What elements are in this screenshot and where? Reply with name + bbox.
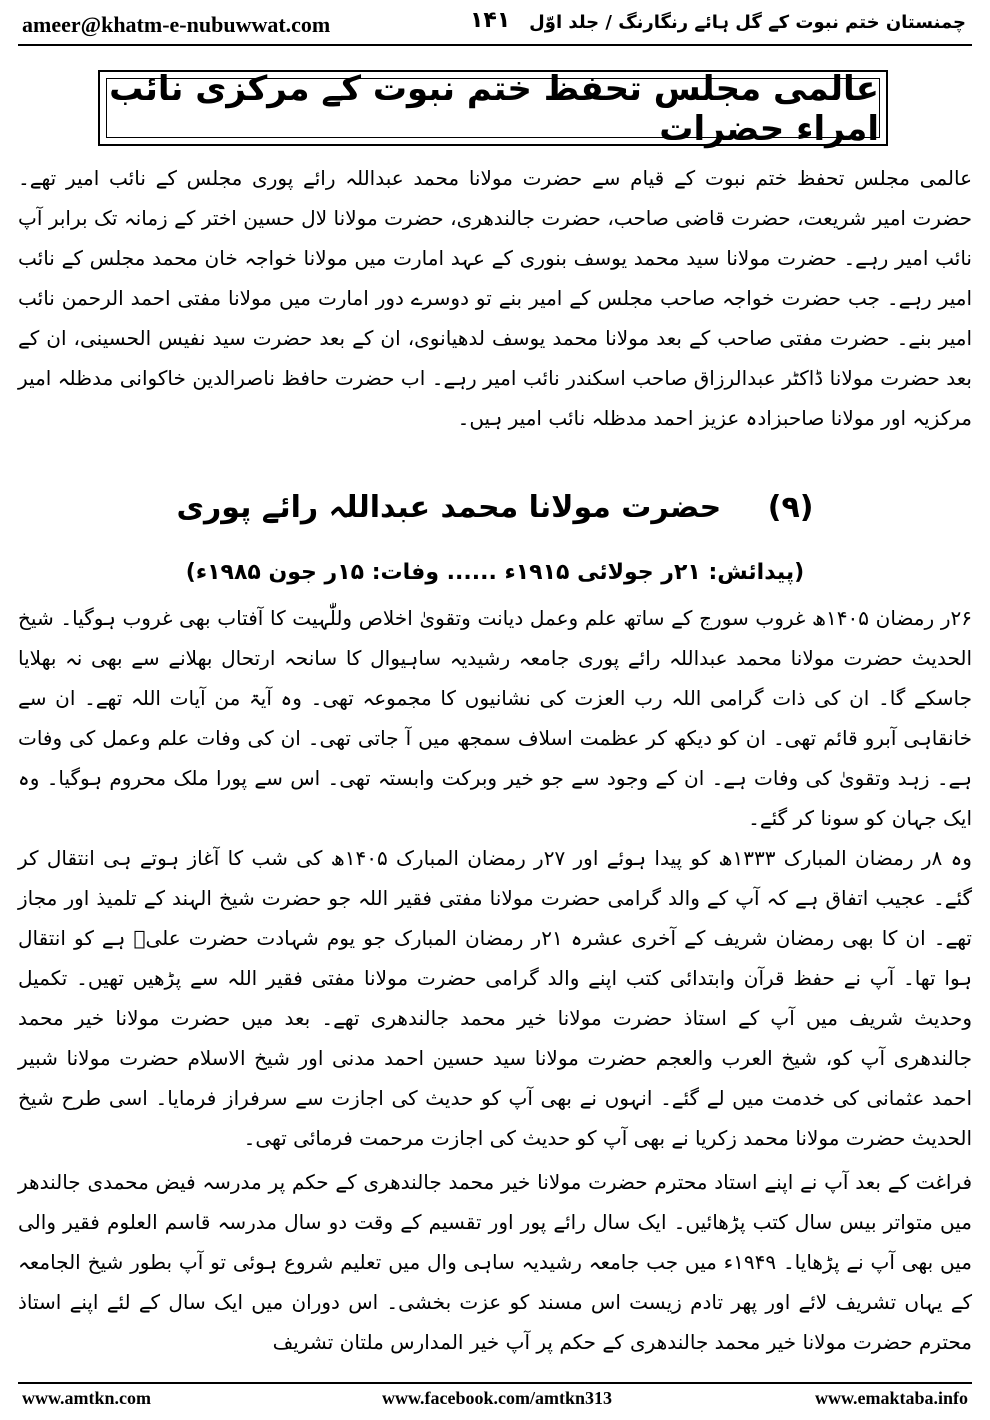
book-title: چمنستان ختم نبوت کے گل ہائے رنگارنگ / جلد اوّل [529,12,966,33]
header-divider [18,44,972,46]
footer-link-center[interactable]: www.facebook.com/amtkn313 [382,1388,612,1408]
chapter-title: عالمی مجلس تحفظ ختم نبوت کے مرکزی نائب امراء حضرات [106,78,880,138]
page-number: ۱۴۱ [470,8,511,33]
section-heading [0,490,990,542]
intro-paragraph: عالمی مجلس تحفظ ختم نبوت کے قیام سے حضرت مولانا محمد عبداللہ رائے پوری مجلس کے نائب امیر تھے۔ حضرت امیر شریعت، حضرت قاضی صاحب، حضرت جالندھری، حضرت مولانا لال حسین اختر کے زمانہ تک برابر آپ نائب امیر رہے۔ حضرت مولانا سید محمد یوسف بنوری کے عہد امارت میں مولانا خواجہ خان محمد مجلس کے نائب امیر رہے۔ جب حضرت خواجہ صاحب مجلس کے امیر بنے تو دوسرے دور امارت میں مولانا مفتی احمد الرحمن نائب امیر بنے۔ حضرت مفتی صاحب کے بعد مولانا محمد یوسف لدھیانوی، ان کے بعد حضرت سید نفیس الحسینی، ان کے بعد حضرت مولانا ڈاکٹر عبدالرزاق صاحب اسکندر نائب امیر رہے۔ اب حضرت حافظ ناصرالدین خاکوانی مدظلہ امیر مرکزیہ اور مولانا صاحبزادہ عزیز احمد مدظلہ نائب امیر ہیں۔ [18,166,972,430]
body-text [18,598,972,1362]
footer-link-left[interactable]: www.amtkn.com [22,1388,151,1408]
paragraph: فراغت کے بعد آپ نے اپنے استاد محترم حضرت مولانا خیر محمد جالندھری کے حکم پر مدرسہ فیض محمدی جالندھر میں متواتر بیس سال کتب پڑھائیں۔ ایک سال رائے پور اور تقسیم کے وقت دو سال مدرسہ قاسم العلوم فقیر والی میں بھی آپ نے پڑھایا۔ ۱۹۴۹ء میں جب جامعہ رشیدیہ ساہی وال میں تعلیم شروع ہوئی تو آپ بطور شیخ الجامعہ کے یہاں تشریف لائے اور پھر تادم زیست اس مسند کو عزت بخشی۔ اس دوران میں ایک سال کے لئے اپنے استاذ محترم حضرت مولانا خیر محمد جالندھری کے حکم پر آپ خیر المدارس ملتان تشریف [18,1170,972,1354]
intro-section [18,158,972,430]
section-name: حضرت مولانا محمد عبداللہ رائے پوری [176,490,722,525]
footer-divider [18,1382,972,1384]
section-number: (۹) [767,490,814,525]
paragraph: ۲۶ر رمضان ۱۴۰۵ھ غروب سورج کے ساتھ علم وعمل دیانت وتقویٰ اخلاص وللّٰہیت کا آفتاب بھی غروب ہوگیا۔ شیخ الحدیث حضرت مولانا محمد عبداللہ رائے پوری جامعہ رشیدیہ ساہیوال کا سانحہ ارتحال بھلانے سے بھی نہ بھلایا جاسکے گا۔ ان کی ذات گرامی اللہ رب العزت کی نشانیوں کا مجموعہ تھی۔ وہ آیۃ من آیات اللہ تھے۔ ان سے خانقاہی آبرو قائم تھی۔ ان کو دیکھ کر عظمت اسلاف سمجھ میں آ جاتی تھی۔ ان کی وفات علم وعمل کی وفات ہے۔ زہد وتقویٰ کی وفات ہے۔ ان کے وجود سے جو خیر وبرکت وابستہ تھی۔ اس سے پورا ملک محروم ہوگیا۔ وہ ایک جہان کو سونا کر گئے۔ [18,606,972,830]
section-dates: (پیدائش: ۲۱ر جولائی ۱۹۱۵ء ...... وفات: ۱۵ر جون ۱۹۸۵ء) [185,560,805,585]
chapter-title-box [98,68,888,149]
header-email[interactable]: ameer@khatm-e-nubuwwat.com [22,12,331,37]
paragraph: وہ ۸ر رمضان المبارک ۱۳۳۳ھ کو پیدا ہوئے اور ۲۷ر رمضان المبارک ۱۴۰۵ھ کی شب کا آغاز ہوتے ہی انتقال کر گئے۔ عجیب اتفاق ہے کہ آپ کے والد گرامی حضرت مولانا مفتی فقیر اللہ جو حضرت شیخ الہند کے تلمیذ اور مجاز تھے۔ ان کا بھی رمضان شریف کے آخری عشرہ ۲۱ر رمضان المبارک جو یوم شہادت حضرت علیؓ ہے کو انتقال ہوا تھا۔ آپ نے حفظ قرآن وابتدائی کتب اپنے والد گرامی حضرت مولانا مفتی فقیر اللہ سے پڑھیں تھیں۔ تکمیل وحدیث شریف میں آپ کے استاذ حضرت مولانا خیر محمد جالندھری تھے۔ بعد میں حضرت مولانا خیر محمد جالندھری آپ کو، شیخ العرب والعجم حضرت مولانا سید حسین احمد مدنی اور شیخ الاسلام حضرت مولانا شبیر احمد عثمانی کی خدمت میں لے گئے۔ انہوں نے بھی آپ کو حدیث کی اجازت سے سرفراز فرمایا۔ اسی طرح شیخ الحدیث حضرت مولانا محمد زکریا نے بھی آپ کو حدیث کی اجازت مرحمت فرمائی تھی۔ [18,846,972,1150]
page-header [0,0,990,46]
footer-link-right[interactable]: www.emaktaba.info [814,1388,968,1408]
